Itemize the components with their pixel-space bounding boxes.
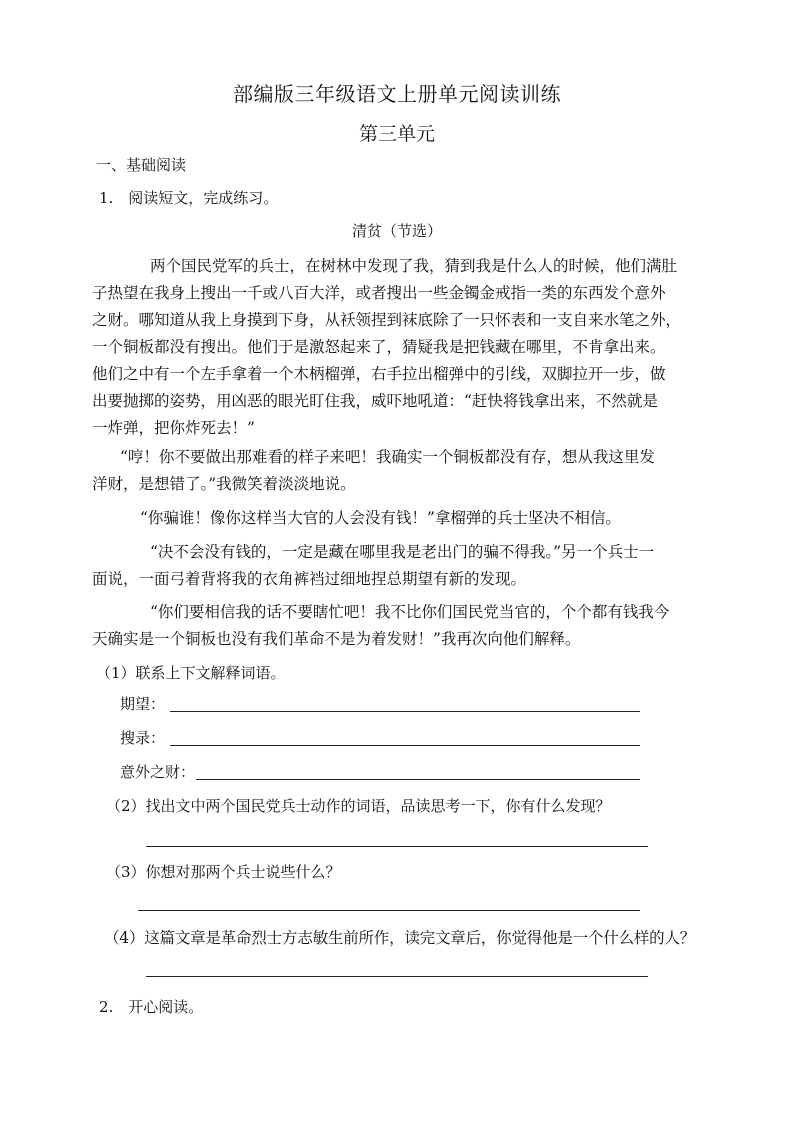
passage-line: 洋财，是想错了。”我微笑着淡淡地说。 <box>92 475 356 493</box>
answer-line[interactable] <box>170 711 640 712</box>
sub-question-2-prompt: （2）找出文中两个国民党兵士动作的词语，品读思考一下，你有什么发现？ <box>106 797 611 815</box>
question-1-prompt: 1. 阅读短文，完成练习。 <box>99 189 279 207</box>
passage-line: “你们要相信我的话不要瞎忙吧！我不比你们国民党当官的，个个都有钱我今 <box>150 603 670 621</box>
section-heading: 一、基础阅读 <box>96 156 187 174</box>
worksheet-title: 部编版三年级语文上册单元阅读训练 <box>233 82 561 106</box>
passage-line: 两个国民党军的兵士，在树林中发现了我，猜到我是什么人的时候，他们满肚 <box>150 257 678 275</box>
answer-line[interactable] <box>138 910 640 911</box>
passage-line: 出要抛掷的姿势，用凶恶的眼光盯住我，威吓地吼道：“赶快将钱拿出来，不然就是 <box>92 392 658 410</box>
passage-title: 清贫（节选） <box>351 222 442 240</box>
answer-line[interactable] <box>170 745 640 746</box>
passage-line: 天确实是一个铜板也没有我们革命不是为着发财！”我再次向他们解释。 <box>92 630 581 648</box>
passage-line: 面说，一面弓着背将我的衣角裤裆过细地捏总期望有新的发现。 <box>92 570 527 588</box>
passage-line: 子热望在我身上搜出一千或八百大洋，或者搜出一些金镯金戒指一类的东西发个意外 <box>92 284 666 302</box>
sub-question-3-prompt: （3）你想对那两个兵士说些什么？ <box>106 863 341 881</box>
passage-line: 一炸弹，把你炸死去！” <box>92 419 255 437</box>
answer-line[interactable] <box>146 846 648 847</box>
sub-question-4-prompt: （4）这篇文章是革命烈士方志敏生前所作，读完文章后，你觉得他是一个什么样的人？ <box>104 929 696 947</box>
term-label: 意外之财： <box>120 763 196 781</box>
question-2-prompt: 2. 开心阅读。 <box>99 998 204 1016</box>
passage-line: 他们之中有一个左手拿着一个木柄榴弹，右手拉出榴弹中的引线，双脚拉开一步，做 <box>92 365 666 383</box>
sub-question-1-prompt: （1）联系上下文解释词语。 <box>96 664 286 682</box>
passage-line: “决不会没有钱的，一定是藏在哪里我是老出门的骗不得我。”另一个兵士一 <box>150 543 655 561</box>
passage-line: 一个铜板都没有搜出。他们于是激怒起来了，猜疑我是把钱藏在哪里，不肯拿出来。 <box>92 338 666 356</box>
term-label: 搜录： <box>120 729 166 747</box>
term-label: 期望： <box>120 695 166 713</box>
unit-heading: 第三单元 <box>358 123 435 145</box>
passage-line: 之财。哪知道从我上身摸到下身，从袄领捏到袜底除了一只怀表和一支自来水笔之外， <box>92 311 682 329</box>
answer-line[interactable] <box>196 779 640 780</box>
passage-line: “你骗谁！像你这样当大官的人会没有钱！”拿榴弹的兵士坚决不相信。 <box>140 509 621 527</box>
passage-line: “哼！你不要做出那难看的样子来吧！我确实一个铜板都没有存，想从我这里发 <box>120 448 655 466</box>
answer-line[interactable] <box>146 976 648 977</box>
